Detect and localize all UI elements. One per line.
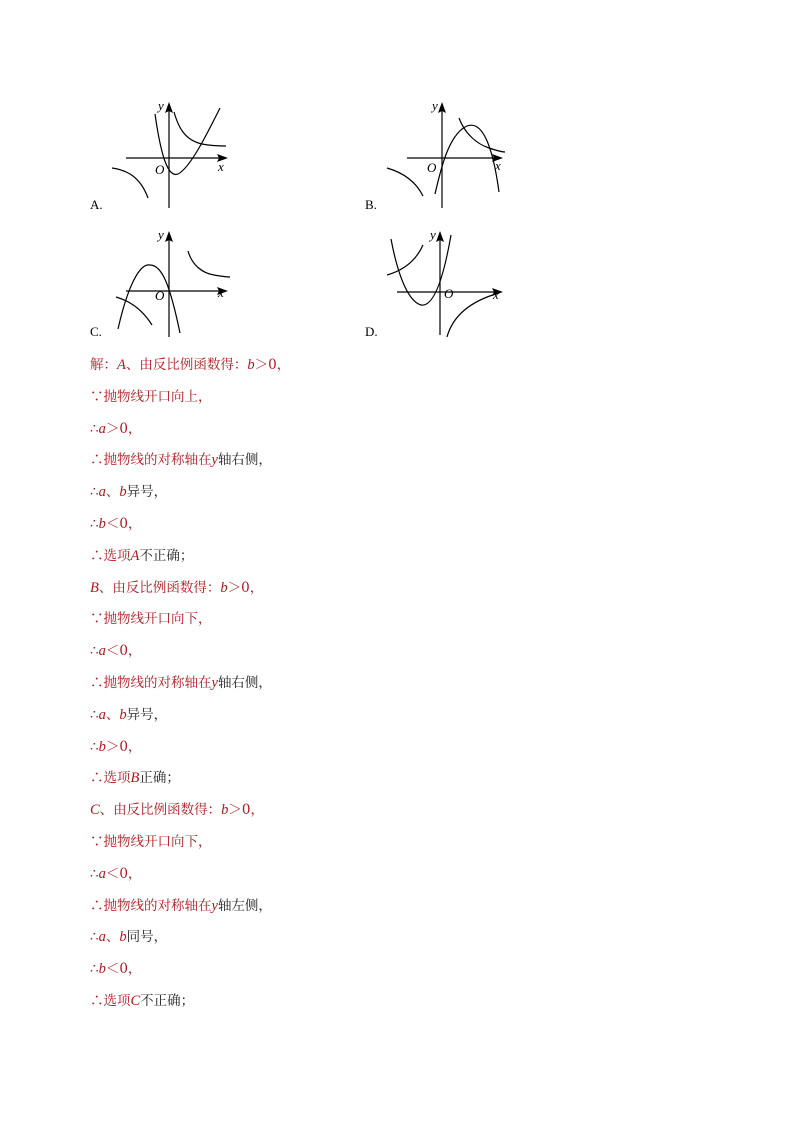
math-variable: b [221,802,229,819]
solution-line [90,765,730,797]
solution-text-segment: ∴选项 [90,992,131,1009]
math-variable: b [98,515,106,532]
solution-line [90,988,730,1020]
solution-line [90,670,730,702]
solution-text-segment: ∴抛物线的对称轴在 [90,674,212,691]
solution-line [90,638,730,670]
graph-a-svg [108,96,248,211]
solution-line [90,606,730,638]
y-axis-label: y [432,98,438,113]
math-variable: C [90,802,100,819]
solution-text-segment: ＜0， [105,515,142,532]
graph-b-svg [383,96,523,211]
math-variable: y [211,897,218,914]
solution-text-segment: 、 [105,484,120,501]
origin-label: O [155,162,165,177]
solution-text-segment: ∴抛物线的对称轴在 [90,897,212,914]
solution-line [90,575,730,607]
hyperbola-branch-1 [459,118,505,152]
solution-line [90,416,730,448]
solution-line [90,543,730,575]
solution-text-segment: ＜0， [105,961,142,978]
solution-text-segment: 、由反比例函数得： [99,802,222,819]
graph-c [108,225,248,340]
solution-text-segment: 、由反比例函数得： [125,357,248,373]
option-a-label: A. [90,197,103,212]
solution-text [90,352,730,1020]
hyperbola-branch-2 [387,168,423,196]
x-axis-label: x [493,287,499,302]
option-d-label: D. [365,324,378,339]
solution-text-segment: 轴左侧， [217,897,272,914]
hyperbola-branch-1 [174,112,226,146]
solution-line [90,734,730,766]
solution-text-segment: ∴ [90,484,99,501]
solution-line [90,352,730,384]
math-variable: a [98,484,106,501]
graph-a [108,96,248,211]
solution-line [90,829,730,861]
math-variable: B [130,770,140,787]
solution-line [90,511,730,543]
math-variable: b [98,738,106,755]
option-c-label: C. [90,324,102,339]
solution-line [90,384,730,416]
y-axis-label: y [158,227,164,242]
solution-line [90,797,730,829]
y-axis-label: y [158,98,164,113]
solution-text-segment: 同号， [126,929,168,946]
hyperbola-branch-2 [447,293,499,337]
math-variable: B [90,579,99,596]
solution-text-segment: ∴抛物线的对称轴在 [90,452,212,469]
solution-text-segment: ∴ [90,706,99,723]
solution-text-segment: 异号， [126,706,168,723]
x-axis-label: x [495,158,501,173]
math-variable: A [130,547,140,564]
solution-text-segment: ＞0， [105,420,142,437]
hyperbola-branch-2 [116,297,152,325]
math-variable: b [119,484,127,501]
origin-label: O [444,286,454,301]
hyperbola-branch-2 [112,168,148,198]
solution-text-segment: ＞0， [228,802,265,819]
solution-text-segment: ∴ [90,865,99,882]
solution-text-segment: 不正确； [140,992,195,1009]
solution-text-segment: 、由反比例函数得： [98,579,221,596]
math-variable: a [98,929,106,946]
math-variable: C [130,992,141,1009]
hyperbola-branch-1 [188,251,230,277]
graph-c-svg [108,225,248,340]
math-variable: b [220,579,228,596]
solution-text-segment: 、 [105,929,120,946]
math-variable: b [247,357,255,373]
hyperbola-branch-1 [387,245,423,275]
solution-text-segment: ∴选项 [90,547,131,564]
graph-b [383,96,523,211]
math-variable: y [211,674,218,691]
solution-text-segment: 、 [105,706,120,723]
solution-text-segment: ＞0， [105,738,142,755]
math-variable: A [117,357,126,373]
solution-text-segment: 解： [90,357,117,373]
solution-text-segment: ＞0， [227,579,264,596]
solution-text-segment: ∴ [90,961,99,978]
solution-text-segment: 轴右侧， [217,674,272,691]
solution-text-segment: ＜0， [105,643,142,660]
math-variable: y [211,452,218,469]
parabola [155,108,220,174]
solution-line [90,861,730,893]
math-variable: b [98,961,106,978]
parabola [118,265,180,333]
solution-text-segment: ∵抛物线开口向上， [90,388,212,405]
math-variable: a [98,706,106,723]
solution-text-segment: ∴ [90,515,99,532]
x-axis-label: x [218,285,224,300]
solution-text-segment: ＜0， [105,865,142,882]
math-variable: a [98,420,106,437]
solution-text-segment: 异号， [126,484,168,501]
solution-text-segment: ∴ [90,929,99,946]
math-variable: a [98,643,106,660]
solution-line [90,924,730,956]
solution-text-segment: 轴右侧， [217,452,272,469]
y-axis-label: y [430,227,436,242]
solution-text-segment: ∵抛物线开口向下， [90,611,212,628]
graph-d-svg [383,225,523,340]
solution-text-segment: ∵抛物线开口向下， [90,833,212,850]
solution-line [90,447,730,479]
origin-label: O [155,288,165,303]
parabola [435,125,499,194]
math-variable: b [119,929,127,946]
solution-line [90,702,730,734]
solution-line [90,893,730,925]
solution-text-segment: 正确； [139,770,180,787]
solution-text-segment: 不正确； [139,547,194,564]
math-variable: a [98,865,106,882]
solution-text-segment: ∴选项 [90,770,131,787]
solution-text-segment: ∴ [90,643,99,660]
solution-text-segment: ∴ [90,738,99,755]
graph-d [383,225,523,340]
solution-text-segment: ＞0， [254,357,291,373]
solution-text-segment: ∴ [90,420,99,437]
origin-label: O [427,160,437,175]
solution-line [90,956,730,988]
math-variable: b [119,706,127,723]
x-axis-label: x [218,159,224,174]
solution-line [90,479,730,511]
option-b-label: B. [365,197,377,212]
